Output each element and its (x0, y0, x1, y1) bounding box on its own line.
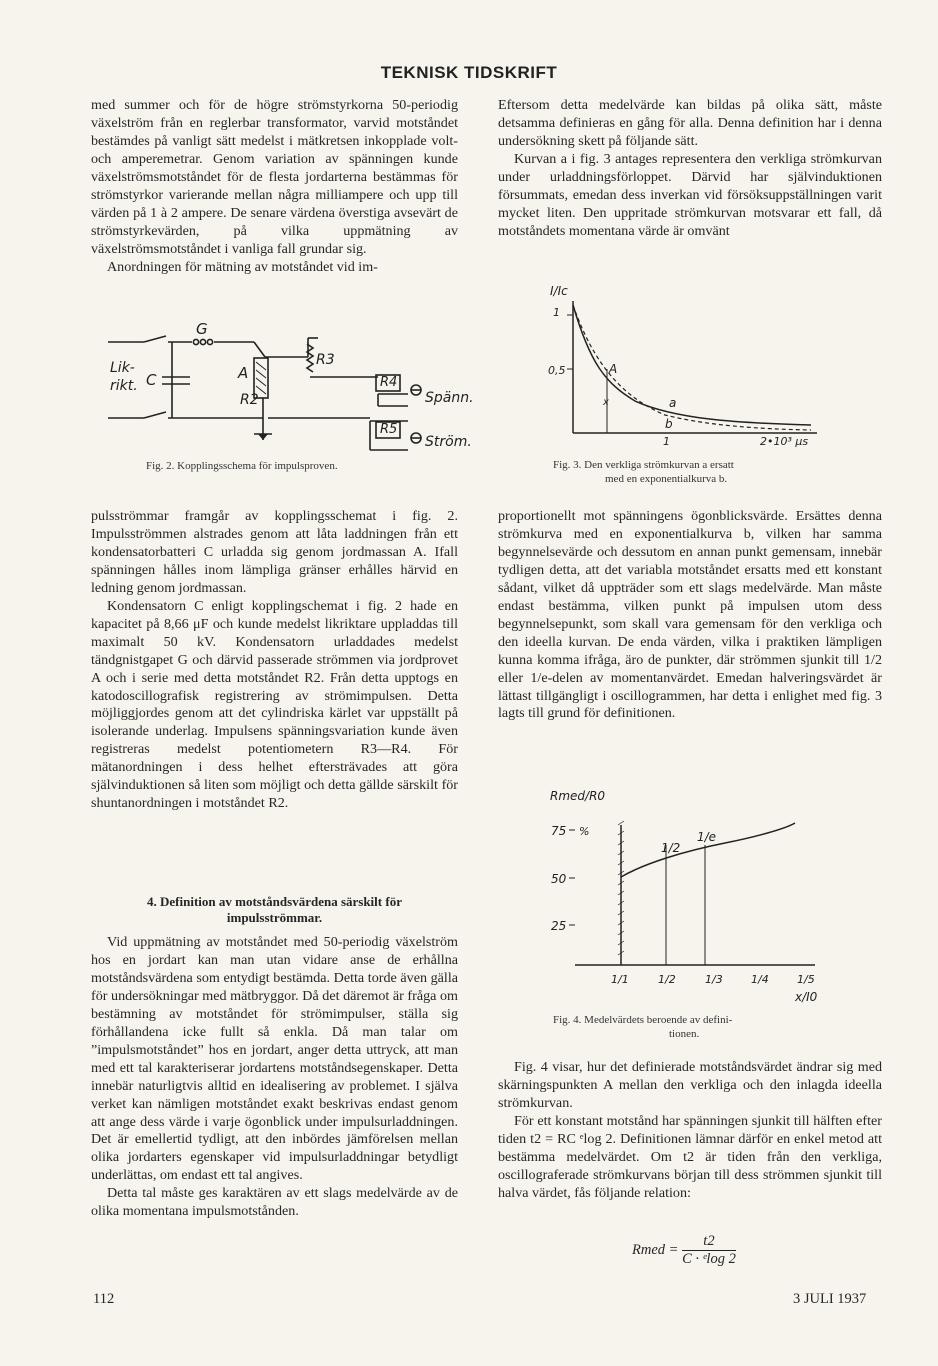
formula-numerator: t2 (682, 1233, 736, 1251)
label-strom: Ström. (425, 434, 472, 450)
label-likrikt-2: rikt. (110, 378, 138, 394)
fig3-chart (545, 283, 825, 453)
paragraph: proportionellt mot spänningens ögonblicksvärde. Ersättes denna strömkurva med en exponentialkurva b, vilken har samma begynnelsevärde och dessutom en annan punkt gemensam, innebär tydligen detta, att det variabla motståndet ersatts med ett konstant sådant, vilket då uppträder som ett slags medelvärde. Man måste endast bestämma, vilken punkt på impulsen utom dess begynnelsepunkt, som skall vara gemensam för den verkliga och den ideella kurvan. De enda värden, vilka i praktiken lämpligen kunna komma ifråga, äro de punkter, där strömmen sjunkit till 1/2 eller 1/e-delen av momentanvärdet. Emedan halveringsvärdet är lättast tillgängligt i oscillogrammen, har detta i enlighet med fig. 3 lagts till grund för definitionen. (498, 508, 882, 722)
section-4 (91, 894, 458, 1221)
caption-line: Fig. 3. Den verkliga strömkurvan a ersatt (553, 459, 734, 471)
label-g: G (196, 322, 208, 338)
paragraph: Vid uppmätning av motståndet med 50-periodig växelström hos en jordart kan man utan vidare anse de erhållna motståndsvärdena som entydigt bestämda. Detta torde även gälla för undersökningar med mätbryggor. Då det däremot är fråga om bestämning av motståndet för strömimpulser, ställa sig förhållandena icke fullt så enkla. Då man talar om ”impulsmotståndet” hos en jordart, anger detta uttryck, att man med ett tal karakteriserar jordartens motståndsegenskaper. Detta innebär naturligtvis alltid en idealisering av problemet. I själva verket kan nämligen motståndet exakt beskrivas endast genom att ange dess värde i varje ögonblick under impulsurladdningen. Det är emellertid tydligt, att den inbördes jämförelsen mellan olika jordarters egenskaper vid impulsurladdningar betydligt underlättas, om endast ett tal angives. (91, 934, 458, 1184)
section-title: impulsströmmar. (226, 910, 323, 925)
paragraph: Kondensatorn C enligt kopplingschemat i fig. 2 hade en kapacitet på 8,66 μF och kunde medelst likriktare uppladdas till maximalt 50 kV. Kondensatorn urladdades medelst tändgnistgapet G och därvid passerade strömmen via jordprovet A och i serie med detta motståndet R2. Från detta upptogs en katodoscillografisk registrering av strömimpulsen. Detta möjliggjordes genom att det cylindriska kärlet var uppställt på isolerande underlag. Impulsens spänningsvariation kunde även registreras medelst potentiometern R3—R4. För mätanordningen i dess helhet eftersträvades att göra självinduktionen så liten som möjligt och detta gällde särskilt för shuntanordningen i motståndet R2. (91, 597, 458, 812)
label-r5: R5 (380, 422, 398, 437)
fig4-ytick-50: 50 (551, 872, 567, 886)
caption-line: med en exponentialkurva b. (605, 473, 728, 485)
paragraph: med summer och för de högre strömstyrkorna 50-periodig växelström från en reglerbar transformator, varvid motståndet bestämdes på vanligt sätt medelst i mätkretsen inkopplade volt- och amperemetrar. Genom variation av spänningen kunde växelströmsmotståndet för de flesta jordarterna bestämmas för strömstyrkor varierande mellan några milliampere och upp till värden på 1 à 2 ampere. De senare värdena överstiga avsevärt de strömstyrkevärden, på vilka uppmätning av växelströmsmotståndet i vanliga fall grundar sig. (91, 97, 458, 257)
fig4-ylabel: Rmed/R0 (550, 789, 606, 803)
label-r2: R2 (240, 392, 259, 408)
paragraph: pulsströmmar framgår av kopplingsschemat i fig. 2. Impulsströmmen alstrades genom att låta laddningen från ett kondensatorbatteri C urladda sig genom jordmassan A. Ifall spänningen hålles inom lämpliga gränser erhålles härvid en ledning genom jordmassan. (91, 508, 458, 596)
fig4-chart (545, 785, 835, 1010)
fig2-circuit-diagram (108, 322, 488, 457)
left-column-top (91, 97, 458, 277)
issue-date: 3 JULI 1937 (793, 1291, 867, 1307)
right-column-middle (498, 508, 882, 723)
paragraph: Fig. 4 visar, hur det definierade motståndsvärdet ändrar sig med skärningspunkten A mellan den verkliga och den inlagda ideella strömkurvan. (498, 1059, 882, 1111)
paragraph: Anordningen för mätning av motståndet vid im- (107, 258, 378, 275)
fig4-caption (553, 1013, 732, 1041)
label-a: A (238, 364, 249, 382)
fig4-xtick: 1/5 (797, 973, 815, 986)
page-number: 112 (93, 1291, 115, 1307)
label-spann: Spänn. (425, 390, 474, 406)
fig4-marker-e: 1/e (697, 830, 717, 844)
caption-line: Fig. 4. Medelvärdets beroende av defini- (553, 1014, 733, 1026)
fig3-ylabel: I/Ic (550, 284, 568, 298)
fig4-marker-half: 1/2 (661, 841, 681, 855)
fig3-label-curve-b: b (665, 417, 673, 431)
fig4-xlabel: x/I0 (795, 990, 818, 1004)
fig4-percent: % (579, 825, 590, 838)
right-column-bottom (498, 1059, 882, 1203)
label-likrikt-1: Lik- (110, 360, 135, 376)
fig4-ytick-25: 25 (551, 919, 567, 933)
journal-header: TEKNISK TIDSKRIFT (380, 63, 558, 82)
fig3-caption (553, 458, 734, 486)
fig2-caption: Fig. 2. Kopplingsschema för impulsproven. (146, 460, 338, 472)
paragraph: För ett konstant motstånd har spänningen sjunkit till hälften efter tiden t2 = RC ᵉlog 2. Definitionen lämnar därför en enkel metod att bestämma medelvärdet. Om t2 är tiden från den verkliga, oscillograferade strömkurvans början till dess strömmen sjunkit till halva värdet, fås följande relation: (498, 1112, 882, 1201)
fig4-xtick: 1/1 (611, 973, 629, 986)
fig4-ytick-75: 75 (551, 824, 567, 838)
fig3-label-curve-a: a (669, 396, 677, 410)
formula-denominator: C · ᵉlog 2 (682, 1251, 736, 1267)
right-column-top (498, 97, 882, 241)
fig3-marker: x (603, 397, 609, 408)
fig4-xtick: 1/2 (658, 973, 676, 986)
fig3-label-a-point: A (609, 362, 618, 376)
label-c: C (146, 371, 157, 389)
section-title: 4. Definition av motståndsvärdena särskilt för (147, 894, 402, 909)
fig3-ytick-05: 0,5 (548, 364, 566, 377)
caption-line: tionen. (669, 1028, 700, 1040)
fig3-ytick-1: 1 (553, 306, 560, 319)
paragraph: Kurvan a i fig. 3 antages representera den verkliga strömkurvan under urladdningsförloppet. Därvid har självinduktionen försummats, emedan dess inverkan vid försöksuppställningen varit mycket liten. Den uppritade strömkurvan motsvarar ett fall, då motståndets momentana värde är omvänt (498, 150, 882, 239)
fig4-xtick: 1/3 (705, 973, 723, 986)
formula-fraction (682, 1233, 736, 1268)
fig4-xtick: 1/4 (751, 973, 769, 986)
fig3-xtick-1: 1 (663, 435, 670, 448)
left-column-middle (91, 508, 458, 813)
paragraph: Detta tal måste ges karaktären av ett slags medelvärde av de olika momentana impulsmotstånden. (91, 1185, 458, 1220)
paragraph: Eftersom detta medelvärde kan bildas på olika sätt, måste detsamma definieras en gång för alla. Denna definition har i denna undersökning skett på följande sätt. (498, 97, 882, 149)
label-r4: R4 (380, 375, 398, 390)
formula (632, 1233, 736, 1268)
fig3-xtick-2: 2•10³ μs (760, 435, 809, 448)
label-r3: R3 (316, 352, 335, 368)
formula-lhs: Rmed = (632, 1241, 679, 1258)
